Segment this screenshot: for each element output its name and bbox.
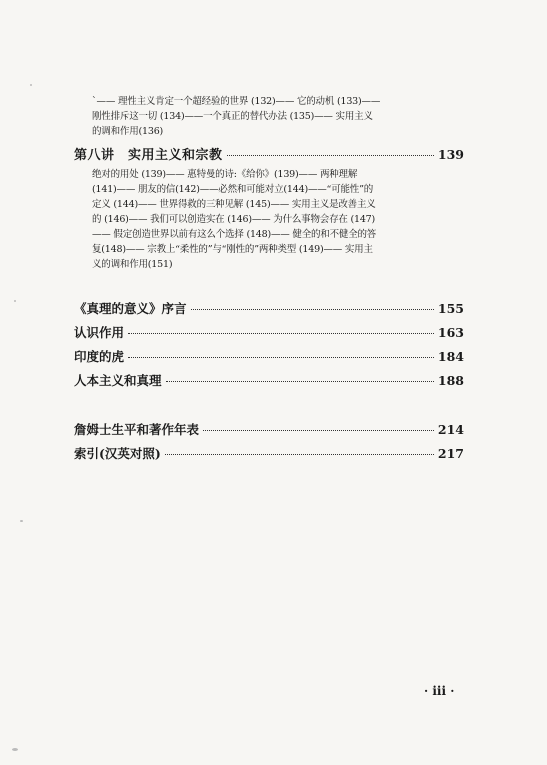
page-folio: · iii · (424, 684, 455, 698)
page-number: 217 (437, 446, 464, 461)
dot-leader (128, 333, 434, 334)
page-number: 184 (437, 349, 464, 364)
scan-speck (12, 748, 18, 751)
toc-entry-humanism[interactable] (74, 371, 464, 389)
entry-title: 认识作用 (74, 325, 125, 340)
summary-line: —— 假定创造世界以前有这么个选择 (148)—— 健全的和不健全的答 (92, 229, 377, 240)
scan-speck (30, 84, 32, 86)
lecture-eight-summary (92, 167, 412, 272)
entry-title: 印度的虎 (74, 349, 125, 364)
toc-entry-cognition[interactable] (74, 323, 464, 341)
summary-line: `—— 理性主义肯定一个超经验的世界 (132)—— 它的动机 (133)—— (92, 96, 381, 107)
summary-line: (141)—— 朋友的信(142)——必然和可能对立(144)——“可能性”的 (92, 184, 374, 195)
page-number: 155 (437, 301, 464, 316)
toc-entry-tigers-in-india[interactable] (74, 347, 464, 365)
scan-speck (20, 520, 23, 522)
dot-leader (128, 357, 434, 358)
page-number: 214 (437, 422, 464, 437)
lecture-seven-summary (92, 94, 412, 139)
entry-title: 《真理的意义》序言 (74, 301, 187, 316)
summary-line: 的调和作用(136) (92, 126, 164, 137)
page-number: 188 (437, 373, 464, 388)
page-number: 163 (437, 325, 464, 340)
entry-title: 索引(汉英对照) (74, 446, 161, 461)
toc-entry-chronology[interactable] (74, 420, 464, 438)
chapter-title: 第八讲 实用主义和宗教 (74, 148, 223, 163)
summary-line: 刚性排斥这一切 (134)——一个真正的替代办法 (135)—— 实用主义 (92, 111, 373, 122)
summary-line: 义的调和作用(151) (92, 259, 173, 270)
toc-entry-chapter-8[interactable] (74, 144, 464, 163)
dot-leader (165, 454, 434, 455)
scan-speck (14, 300, 16, 302)
dot-leader (166, 381, 434, 382)
toc-entry-index[interactable] (74, 444, 464, 462)
toc-entry-preface[interactable] (74, 299, 464, 317)
summary-line: 定义 (144)—— 世界得救的三种见解 (145)—— 实用主义是改善主义 (92, 199, 376, 210)
dot-leader (191, 309, 434, 310)
dot-leader (227, 155, 434, 156)
entry-title: 人本主义和真理 (74, 373, 162, 388)
entry-title: 詹姆士生平和著作年表 (74, 422, 200, 437)
summary-line: 的 (146)—— 我们可以创造实在 (146)—— 为什么事物会存在 (147) (92, 214, 376, 225)
summary-line: 绝对的用处 (139)—— 惠特曼的诗:《给你》(139)—— 两种理解 (92, 169, 358, 180)
page-number: 139 (437, 147, 464, 162)
dot-leader (203, 430, 434, 431)
summary-line: 复(148)—— 宗教上“柔性的”与“刚性的”两种类型 (149)—— 实用主 (92, 244, 373, 255)
